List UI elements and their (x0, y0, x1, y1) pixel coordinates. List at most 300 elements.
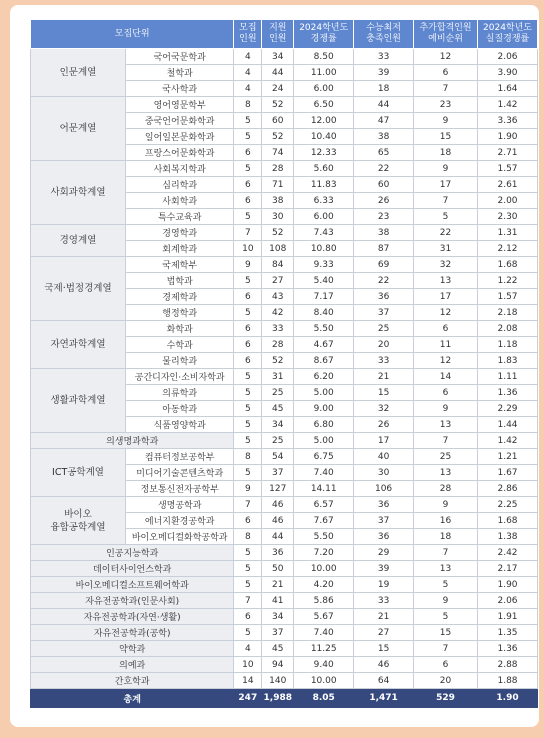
waitlist-cell: 11 (414, 337, 478, 353)
dept-cell: 사회학과 (125, 193, 233, 209)
applicants-cell: 28 (262, 161, 294, 177)
dept-cell: 국사학과 (125, 81, 233, 97)
applicants-cell: 45 (262, 401, 294, 417)
applicants-cell: 33 (262, 321, 294, 337)
competition-header-line2: 경쟁률 (310, 34, 337, 44)
dept-cell: 자유전공학과(인문사회) (31, 593, 234, 609)
quota-cell: 5 (234, 577, 262, 593)
competition-cell: 14.11 (294, 481, 354, 497)
csat-cell: 25 (354, 321, 414, 337)
waitlist-cell: 7 (414, 193, 478, 209)
dept-cell: 행정학과 (125, 305, 233, 321)
real-competition-cell: 1.42 (478, 433, 538, 449)
applicants-cell: 38 (262, 193, 294, 209)
real-competition-cell: 1.90 (478, 129, 538, 145)
csat-cell: 33 (354, 353, 414, 369)
applicants-header-line2: 인원 (269, 34, 287, 44)
applicants-cell: 52 (262, 129, 294, 145)
real-competition-cell: 2.30 (478, 209, 538, 225)
dept-cell: 간호학과 (31, 673, 234, 689)
table-row (31, 161, 538, 177)
competition-cell: 5.50 (294, 321, 354, 337)
real-competition-header-line2: 실질경쟁률 (485, 34, 530, 44)
quota-header-line2: 인원 (239, 34, 257, 44)
competition-cell: 6.80 (294, 417, 354, 433)
quota-cell: 5 (234, 545, 262, 561)
real-competition-cell: 1.57 (478, 161, 538, 177)
csat-total: 1,471 (354, 689, 414, 708)
dept-cell: 정보통신전자공학부 (125, 481, 233, 497)
csat-cell: 27 (354, 625, 414, 641)
waitlist-cell: 9 (414, 497, 478, 513)
table-row (31, 545, 538, 561)
table-row (31, 257, 538, 273)
quota-cell: 9 (234, 257, 262, 273)
csat-header-line1: 수능최저 (366, 23, 401, 33)
applicants-cell: 25 (262, 433, 294, 449)
real-competition-cell: 1.68 (478, 257, 538, 273)
applicants-cell: 54 (262, 449, 294, 465)
applicants-cell: 37 (262, 465, 294, 481)
csat-cell: 23 (354, 209, 414, 225)
waitlist-cell: 9 (414, 593, 478, 609)
real-competition-cell: 2.88 (478, 657, 538, 673)
waitlist-total: 529 (414, 689, 478, 708)
competition-cell: 11.25 (294, 641, 354, 657)
group-cell: 사회과학계열 (31, 161, 126, 225)
waitlist-cell: 28 (414, 481, 478, 497)
dept-cell: 특수교육과 (125, 209, 233, 225)
competition-cell: 9.33 (294, 257, 354, 273)
competition-cell: 8.67 (294, 353, 354, 369)
competition-cell: 6.33 (294, 193, 354, 209)
table-row (31, 625, 538, 641)
competition-cell: 4.20 (294, 577, 354, 593)
dept-cell: 회계학과 (125, 241, 233, 257)
table-row (31, 97, 538, 113)
applicants-cell: 52 (262, 353, 294, 369)
table-row (31, 657, 538, 673)
quota-header (234, 20, 262, 49)
real-competition-cell: 1.42 (478, 97, 538, 113)
csat-cell: 15 (354, 641, 414, 657)
table-row (31, 433, 538, 449)
table-row (31, 497, 538, 513)
csat-cell: 30 (354, 465, 414, 481)
quota-cell: 10 (234, 657, 262, 673)
applicants-cell: 37 (262, 625, 294, 641)
csat-cell: 37 (354, 513, 414, 529)
waitlist-cell: 7 (414, 641, 478, 657)
dept-cell: 생명공학과 (125, 497, 233, 513)
dept-cell: 컴퓨터정보공학부 (125, 449, 233, 465)
waitlist-cell: 17 (414, 177, 478, 193)
waitlist-cell: 14 (414, 369, 478, 385)
applicants-cell: 52 (262, 97, 294, 113)
applicants-cell: 34 (262, 417, 294, 433)
csat-cell: 33 (354, 49, 414, 65)
real-competition-cell: 1.44 (478, 417, 538, 433)
competition-cell: 10.80 (294, 241, 354, 257)
competition-cell: 5.67 (294, 609, 354, 625)
real-competition-cell: 1.31 (478, 225, 538, 241)
table-row (31, 321, 538, 337)
applicants-cell: 34 (262, 49, 294, 65)
csat-cell: 65 (354, 145, 414, 161)
competition-cell: 6.57 (294, 497, 354, 513)
competition-cell: 10.00 (294, 561, 354, 577)
group-cell: 어문계열 (31, 97, 126, 161)
waitlist-cell: 13 (414, 465, 478, 481)
applicants-cell: 94 (262, 657, 294, 673)
waitlist-cell: 12 (414, 49, 478, 65)
real-competition-cell: 1.83 (478, 353, 538, 369)
real-competition-cell: 1.88 (478, 673, 538, 689)
competition-cell: 6.00 (294, 81, 354, 97)
quota-cell: 5 (234, 161, 262, 177)
competition-cell: 9.40 (294, 657, 354, 673)
applicants-cell: 84 (262, 257, 294, 273)
real-competition-cell: 1.91 (478, 609, 538, 625)
real-competition-header (478, 20, 538, 49)
quota-cell: 5 (234, 209, 262, 225)
csat-cell: 15 (354, 385, 414, 401)
competition-cell: 12.33 (294, 145, 354, 161)
quota-cell: 6 (234, 513, 262, 529)
quota-cell: 8 (234, 449, 262, 465)
quota-cell: 5 (234, 401, 262, 417)
real-competition-cell: 1.90 (478, 577, 538, 593)
csat-cell: 38 (354, 225, 414, 241)
table-row (31, 561, 538, 577)
waitlist-cell: 12 (414, 353, 478, 369)
quota-cell: 4 (234, 65, 262, 81)
quota-cell: 6 (234, 321, 262, 337)
real-competition-cell: 1.36 (478, 385, 538, 401)
real-competition-cell: 1.11 (478, 369, 538, 385)
waitlist-cell: 6 (414, 385, 478, 401)
waitlist-cell: 9 (414, 161, 478, 177)
applicants-cell: 46 (262, 513, 294, 529)
waitlist-cell: 18 (414, 529, 478, 545)
quota-cell: 4 (234, 641, 262, 657)
applicants-cell: 41 (262, 593, 294, 609)
dept-cell: 식품영양학과 (125, 417, 233, 433)
group-cell: ICT공학계열 (31, 449, 126, 497)
competition-header (294, 20, 354, 49)
applicants-cell: 71 (262, 177, 294, 193)
csat-cell: 22 (354, 273, 414, 289)
dept-cell: 바이오메디컬화학공학과 (125, 529, 233, 545)
group-cell: 자연과학계열 (31, 321, 126, 369)
quota-cell: 5 (234, 273, 262, 289)
applicants-cell: 30 (262, 209, 294, 225)
csat-cell: 40 (354, 449, 414, 465)
competition-cell: 5.00 (294, 385, 354, 401)
quota-cell: 5 (234, 465, 262, 481)
group-cell: 바이오 융합공학계열 (31, 497, 126, 545)
csat-cell: 39 (354, 65, 414, 81)
real-competition-cell: 2.18 (478, 305, 538, 321)
dept-cell: 중국언어문화학과 (125, 113, 233, 129)
table-row (31, 49, 538, 65)
competition-cell: 7.17 (294, 289, 354, 305)
competition-cell: 10.40 (294, 129, 354, 145)
real-competition-cell: 1.36 (478, 641, 538, 657)
dept-cell: 국제학부 (125, 257, 233, 273)
competition-cell: 8.40 (294, 305, 354, 321)
dept-cell: 수학과 (125, 337, 233, 353)
waitlist-cell: 22 (414, 225, 478, 241)
dept-cell: 자유전공학과(자연·생활) (31, 609, 234, 625)
applicants-cell: 25 (262, 385, 294, 401)
real-competition-cell: 2.42 (478, 545, 538, 561)
real-competition-cell: 1.68 (478, 513, 538, 529)
applicants-cell: 36 (262, 545, 294, 561)
real-competition-cell: 2.71 (478, 145, 538, 161)
dept-cell: 철학과 (125, 65, 233, 81)
csat-cell: 21 (354, 609, 414, 625)
waitlist-cell: 6 (414, 321, 478, 337)
dept-cell: 물리학과 (125, 353, 233, 369)
dept-cell: 바이오메디컬소프트웨어학과 (31, 577, 234, 593)
csat-cell: 26 (354, 417, 414, 433)
applicants-cell: 42 (262, 305, 294, 321)
competition-cell: 12.00 (294, 113, 354, 129)
dept-cell: 경영학과 (125, 225, 233, 241)
csat-cell: 36 (354, 497, 414, 513)
competition-cell: 6.50 (294, 97, 354, 113)
applicants-cell: 34 (262, 609, 294, 625)
competition-cell: 6.20 (294, 369, 354, 385)
dept-cell: 데이터사이언스학과 (31, 561, 234, 577)
competition-cell: 11.83 (294, 177, 354, 193)
quota-cell: 6 (234, 353, 262, 369)
applicants-cell: 108 (262, 241, 294, 257)
quota-cell: 6 (234, 337, 262, 353)
dept-cell: 국어국문학과 (125, 49, 233, 65)
quota-cell: 4 (234, 81, 262, 97)
quota-cell: 5 (234, 369, 262, 385)
waitlist-cell: 13 (414, 561, 478, 577)
quota-cell: 5 (234, 433, 262, 449)
quota-cell: 5 (234, 561, 262, 577)
applicants-total: 1,988 (262, 689, 294, 708)
applicants-cell: 43 (262, 289, 294, 305)
quota-cell: 5 (234, 305, 262, 321)
waitlist-cell: 13 (414, 417, 478, 433)
competition-cell: 7.43 (294, 225, 354, 241)
quota-cell: 8 (234, 97, 262, 113)
csat-cell: 20 (354, 337, 414, 353)
waitlist-cell: 9 (414, 113, 478, 129)
waitlist-cell: 5 (414, 577, 478, 593)
quota-cell: 5 (234, 129, 262, 145)
csat-cell: 18 (354, 81, 414, 97)
competition-cell: 6.75 (294, 449, 354, 465)
applicants-cell: 31 (262, 369, 294, 385)
waitlist-cell: 12 (414, 305, 478, 321)
waitlist-cell: 18 (414, 145, 478, 161)
csat-cell: 32 (354, 401, 414, 417)
real-competition-cell: 1.22 (478, 273, 538, 289)
real-competition-cell: 3.90 (478, 65, 538, 81)
table-card (10, 5, 539, 727)
waitlist-cell: 20 (414, 673, 478, 689)
applicants-cell: 74 (262, 145, 294, 161)
competition-cell: 11.00 (294, 65, 354, 81)
waitlist-cell: 6 (414, 65, 478, 81)
real-competition-cell: 2.00 (478, 193, 538, 209)
applicants-cell: 24 (262, 81, 294, 97)
waitlist-cell: 13 (414, 273, 478, 289)
competition-cell: 7.40 (294, 625, 354, 641)
quota-cell: 6 (234, 609, 262, 625)
competition-cell: 5.60 (294, 161, 354, 177)
competition-cell: 7.67 (294, 513, 354, 529)
applicants-cell: 52 (262, 225, 294, 241)
header-row (31, 20, 538, 49)
csat-cell: 47 (354, 113, 414, 129)
quota-cell: 9 (234, 481, 262, 497)
csat-cell: 21 (354, 369, 414, 385)
waitlist-cell: 31 (414, 241, 478, 257)
competition-cell: 5.86 (294, 593, 354, 609)
total-label: 총계 (31, 689, 234, 708)
real-competition-cell: 1.18 (478, 337, 538, 353)
waitlist-cell: 15 (414, 625, 478, 641)
csat-cell: 87 (354, 241, 414, 257)
real-competition-total: 1.90 (478, 689, 538, 708)
dept-cell: 일어일본문화학과 (125, 129, 233, 145)
real-competition-cell: 2.12 (478, 241, 538, 257)
applicants-cell: 21 (262, 577, 294, 593)
quota-header-line1: 모집 (239, 23, 257, 33)
real-competition-cell: 1.38 (478, 529, 538, 545)
waitlist-cell: 15 (414, 129, 478, 145)
table-row (31, 577, 538, 593)
quota-cell: 6 (234, 193, 262, 209)
csat-cell: 69 (354, 257, 414, 273)
waitlist-cell: 23 (414, 97, 478, 113)
csat-header-line2: 충족인원 (366, 34, 401, 44)
real-competition-cell: 2.61 (478, 177, 538, 193)
real-competition-header-line1: 2024학년도 (483, 23, 533, 33)
csat-cell: 46 (354, 657, 414, 673)
table-row (31, 641, 538, 657)
real-competition-cell: 1.67 (478, 465, 538, 481)
dept-cell: 자유전공학과(공학) (31, 625, 234, 641)
real-competition-cell: 1.57 (478, 289, 538, 305)
dept-cell: 의예과 (31, 657, 234, 673)
csat-cell: 38 (354, 129, 414, 145)
csat-cell: 19 (354, 577, 414, 593)
competition-cell: 5.50 (294, 529, 354, 545)
dept-cell: 공간디자인·소비자학과 (125, 369, 233, 385)
competition-total: 8.05 (294, 689, 354, 708)
dept-cell: 화학과 (125, 321, 233, 337)
competition-cell: 5.40 (294, 273, 354, 289)
table-row (31, 609, 538, 625)
dept-cell: 법학과 (125, 273, 233, 289)
applicants-header (262, 20, 294, 49)
quota-total: 247 (234, 689, 262, 708)
waitlist-cell: 6 (414, 657, 478, 673)
quota-cell: 7 (234, 593, 262, 609)
dept-cell: 약학과 (31, 641, 234, 657)
quota-cell: 6 (234, 177, 262, 193)
applicants-cell: 46 (262, 497, 294, 513)
csat-cell: 22 (354, 161, 414, 177)
unit-header-line1: 모집단위 (114, 28, 150, 39)
dept-cell: 에너지환경공학과 (125, 513, 233, 529)
csat-cell: 17 (354, 433, 414, 449)
quota-cell: 8 (234, 529, 262, 545)
real-competition-cell: 2.17 (478, 561, 538, 577)
real-competition-cell: 2.29 (478, 401, 538, 417)
quota-cell: 6 (234, 289, 262, 305)
admission-table (30, 19, 538, 708)
real-competition-cell: 2.25 (478, 497, 538, 513)
dept-cell: 의생명과학과 (31, 433, 234, 449)
csat-cell: 36 (354, 289, 414, 305)
dept-cell: 인공지능학과 (31, 545, 234, 561)
real-competition-cell: 2.06 (478, 49, 538, 65)
table-row (31, 225, 538, 241)
table-row (31, 449, 538, 465)
quota-cell: 14 (234, 673, 262, 689)
applicants-cell: 60 (262, 113, 294, 129)
total-row (31, 689, 538, 708)
real-competition-cell: 1.21 (478, 449, 538, 465)
applicants-cell: 44 (262, 65, 294, 81)
competition-cell: 7.20 (294, 545, 354, 561)
waitlist-header-line2: 예비순위 (428, 34, 463, 44)
unit-header (31, 20, 234, 49)
real-competition-cell: 1.64 (478, 81, 538, 97)
quota-cell: 5 (234, 385, 262, 401)
waitlist-cell: 16 (414, 513, 478, 529)
real-competition-cell: 2.06 (478, 593, 538, 609)
dept-cell: 경제학과 (125, 289, 233, 305)
applicants-cell: 127 (262, 481, 294, 497)
applicants-header-line1: 지원 (269, 23, 287, 33)
waitlist-cell: 17 (414, 289, 478, 305)
competition-cell: 7.40 (294, 465, 354, 481)
waitlist-header-line1: 추가합격인원 (419, 23, 472, 33)
csat-cell: 106 (354, 481, 414, 497)
waitlist-cell: 7 (414, 545, 478, 561)
dept-cell: 영어영문학부 (125, 97, 233, 113)
table-row (31, 673, 538, 689)
waitlist-cell: 7 (414, 433, 478, 449)
group-cell: 경영계열 (31, 225, 126, 257)
applicants-cell: 27 (262, 273, 294, 289)
csat-cell: 60 (354, 177, 414, 193)
dept-cell: 프랑스어문화학과 (125, 145, 233, 161)
csat-header (354, 20, 414, 49)
competition-cell: 8.50 (294, 49, 354, 65)
csat-cell: 26 (354, 193, 414, 209)
quota-cell: 5 (234, 417, 262, 433)
waitlist-cell: 9 (414, 401, 478, 417)
group-cell: 인문계열 (31, 49, 126, 97)
real-competition-cell: 2.08 (478, 321, 538, 337)
quota-cell: 4 (234, 49, 262, 65)
applicants-cell: 140 (262, 673, 294, 689)
quota-cell: 5 (234, 113, 262, 129)
dept-cell: 사회복지학과 (125, 161, 233, 177)
